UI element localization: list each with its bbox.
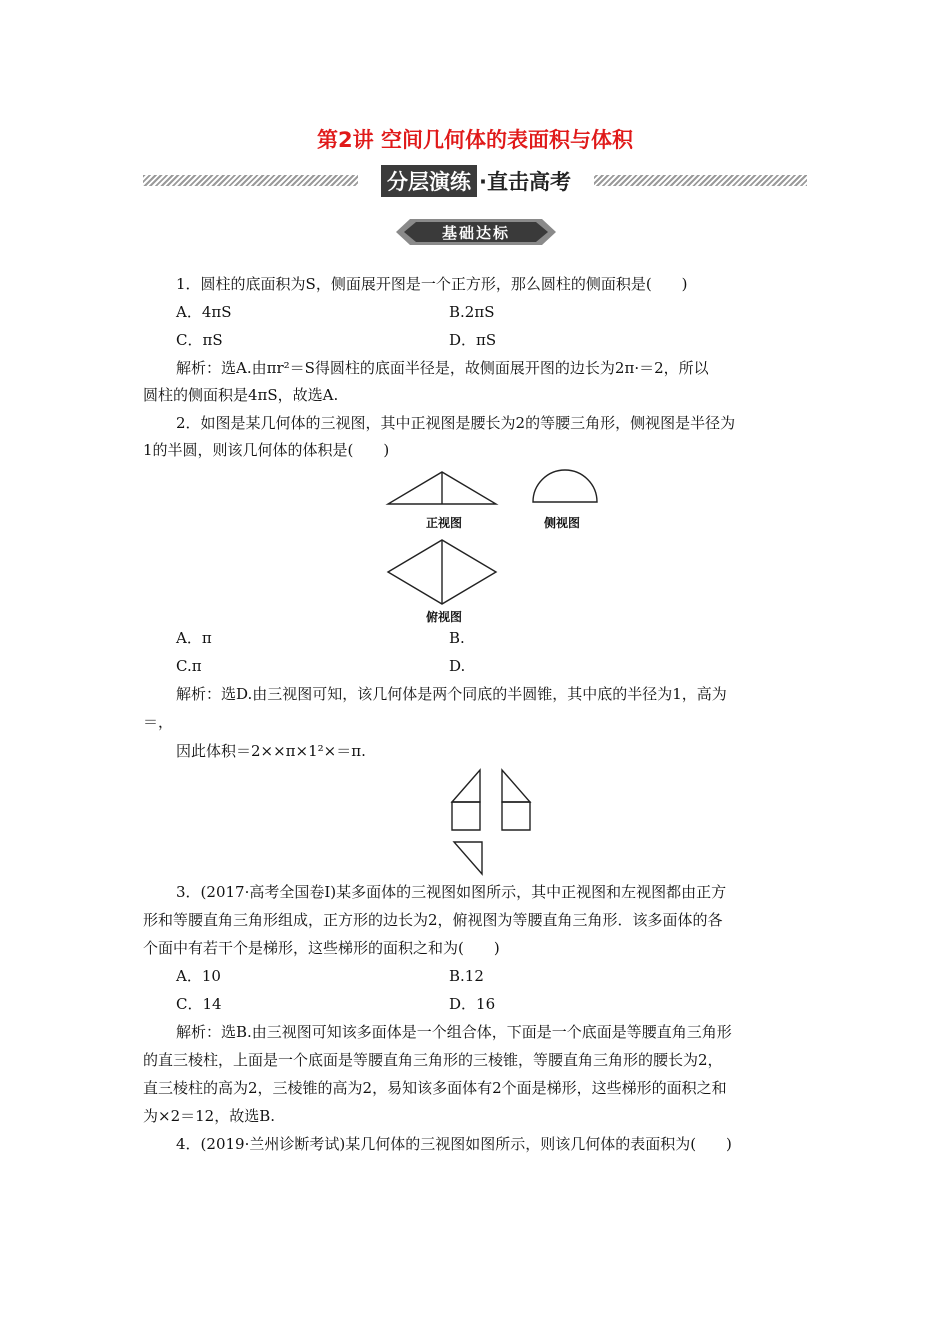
- q2-option-d: D.: [449, 657, 466, 675]
- side-view-caption: 侧视图: [544, 516, 581, 530]
- q3-stem-line-2: 形和等腰直角三角形组成，正方形的边长为2，俯视图为等腰直角三角形．该多面体的各: [143, 911, 723, 929]
- q1-option-b: B.2πS: [449, 303, 495, 321]
- top-view-figure: [388, 540, 496, 604]
- q2-stem-line-1: 2．如图是某几何体的三视图，其中正视图是腰长为2的等腰三角形，侧视图是半径为: [176, 414, 736, 432]
- q3-solution-line-3: 直三棱柱的高为2，三棱锥的高为2，易知该多面体有2个面是梯形，这些梯形的面积之和: [143, 1079, 727, 1097]
- front-view-figure: [388, 468, 496, 508]
- q1-stem: 1．圆柱的底面积为S，侧面展开图是一个正方形，那么圆柱的侧面积是( ): [176, 275, 688, 293]
- q3-solution-line-1: 解析：选B.由三视图可知该多面体是一个组合体，下面是一个底面是等腰直角三角形: [176, 1023, 732, 1041]
- q3-three-view-figure: [452, 768, 532, 878]
- q3-option-d: D．16: [449, 995, 496, 1013]
- level-badge: [396, 219, 556, 245]
- badge-label: 基础达标: [441, 223, 510, 242]
- q1-solution-line-1: 解析：选A.由πr²＝S得圆柱的底面半径是，故侧面展开图的边长为2π·＝2，所以: [176, 359, 709, 377]
- q2-option-b: B.: [449, 629, 465, 647]
- q3-stem-line-3: 个面中有若干个是梯形，这些梯形的面积之和为( ): [143, 939, 500, 957]
- q2-solution-line-1: 解析：选D.由三视图可知，该几何体是两个同底的半圆锥，其中底的半径为1，高为: [176, 685, 727, 703]
- q3-option-c: C．14: [176, 995, 222, 1013]
- section-banner: [143, 166, 807, 196]
- front-view-caption: 正视图: [426, 516, 463, 530]
- q2-stem-line-2: 1的半圆，则该几何体的体积是( ): [143, 441, 390, 459]
- q4-stem: 4．(2019·兰州诊断考试)某几何体的三视图如图所示，则该几何体的表面积为( ): [176, 1135, 732, 1153]
- q2-solution-line-2: ＝，: [143, 713, 174, 731]
- q1-solution-line-2: 圆柱的侧面积是4πS，故选A.: [143, 386, 339, 404]
- page-title: 第2讲 空间几何体的表面积与体积: [317, 128, 633, 152]
- q1-option-a: A．4πS: [176, 303, 232, 321]
- q2-option-c: C.π: [176, 657, 202, 675]
- q1-option-c: C．πS: [176, 331, 223, 349]
- q3-stem-line-1: 3．(2017·高考全国卷Ⅰ)某多面体的三视图如图所示，其中正视图和左视图都由正方: [176, 883, 727, 901]
- banner-highlight: 分层演练: [381, 165, 477, 197]
- q3-option-a: A．10: [176, 967, 221, 985]
- q2-option-a: A．π: [176, 629, 212, 647]
- q3-option-b: B.12: [449, 967, 484, 985]
- top-view-caption: 俯视图: [426, 610, 463, 624]
- q3-solution-line-4: 为×2＝12，故选B.: [143, 1107, 275, 1125]
- banner-rest: ·直击高考: [479, 170, 571, 194]
- q2-solution-line-3: 因此体积＝2××π×1²×＝π.: [176, 742, 366, 760]
- banner-text: [358, 166, 594, 196]
- q1-option-d: D．πS: [449, 331, 497, 349]
- side-view-figure: [532, 468, 598, 504]
- q3-solution-line-2: 的直三棱柱，上面是一个底面是等腰直角三角形的三棱锥，等腰直角三角形的腰长为2，: [143, 1051, 723, 1069]
